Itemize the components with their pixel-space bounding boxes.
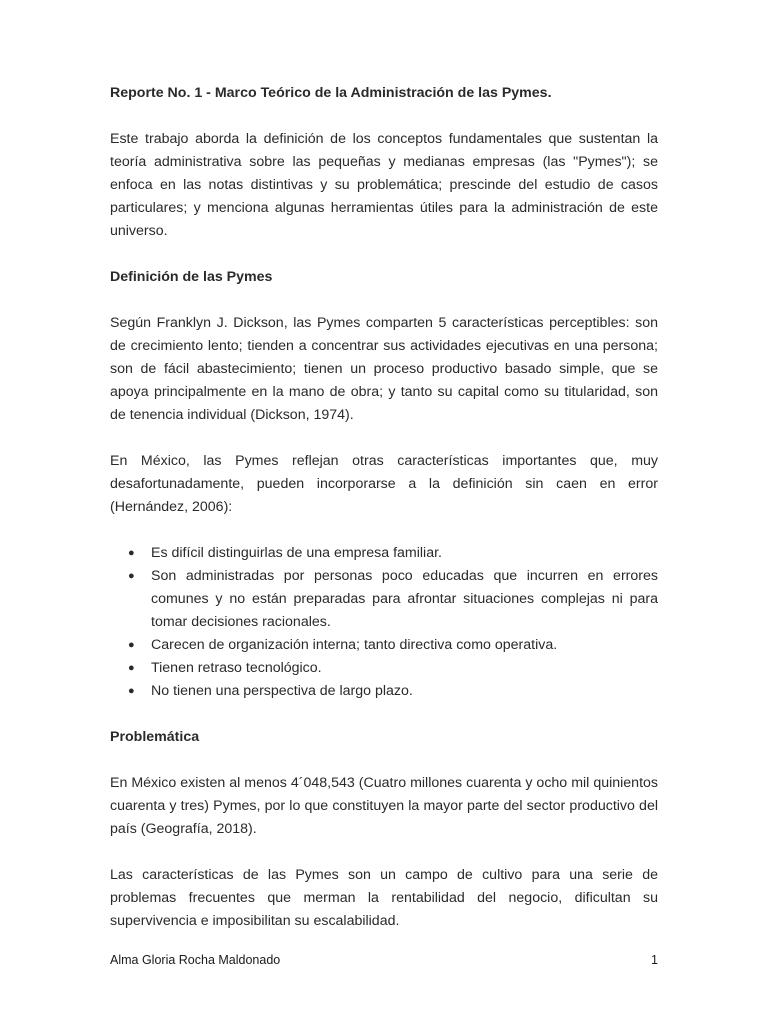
list-item: ● Carecen de organización interna; tanto directiva como operativa.	[110, 634, 658, 657]
bullet-icon: ●	[128, 570, 135, 582]
section-heading-problematica: Problemática	[110, 729, 200, 745]
paragraph-pymes-count: En México existen al menos 4´048,543 (Cuatro millones cuarenta y ocho mil quinientos cuarenta y tres) Pymes, por lo que constituyen la mayor parte del sector productivo del país (Geografía, 2018).	[110, 775, 658, 837]
footer-author: Alma Gloria Rocha Maldonado	[110, 953, 281, 967]
spacer	[110, 105, 658, 128]
spacer	[110, 427, 658, 450]
list-item: ● Tienen retraso tecnológico.	[110, 657, 658, 680]
spacer	[110, 289, 658, 312]
paragraph-problems: Las características de las Pymes son un campo de cultivo para una serie de problemas frecuentes que merman la rentabilidad del negocio, dificultan su supervivencia e imposibilitan su escalabilidad.	[110, 867, 658, 929]
spacer	[110, 243, 658, 266]
bullet-icon: ●	[128, 685, 135, 697]
list-item: ● Es difícil distinguirlas de una empresa familiar.	[110, 542, 658, 565]
page-number: 1	[651, 953, 658, 967]
spacer	[110, 519, 658, 542]
document-body	[110, 82, 658, 933]
document-title: Reporte No. 1 - Marco Teórico de la Administración de las Pymes.	[110, 85, 552, 101]
intro-paragraph: Este trabajo aborda la definición de los conceptos fundamentales que sustentan la teoría administrativa sobre las pequeñas y medianas empresas (las "Pymes"); se enfoca en las notas distintivas y su problemática; prescinde del estudio de casos particulares; y menciona algunas herramientas útiles para la administración de este universo.	[110, 131, 658, 239]
paragraph-dickson: Según Franklyn J. Dickson, las Pymes comparten 5 características perceptibles: son de crecimiento lento; tienden a concentrar sus actividades ejecutivas en una persona; son de fácil abastecimiento; tienen un proceso productivo basado simple, que se apoya principalmente en la mano de obra; y tanto su capital como su titularidad, son de tenencia individual (Dickson, 1974).	[110, 315, 658, 423]
spacer	[110, 749, 658, 772]
characteristics-list	[110, 542, 658, 703]
spacer	[110, 841, 658, 864]
bullet-icon: ●	[128, 547, 135, 559]
bullet-icon: ●	[128, 639, 135, 651]
list-item: ● No tienen una perspectiva de largo plazo.	[110, 680, 658, 703]
section-heading-definicion: Definición de las Pymes	[110, 269, 273, 285]
bullet-icon: ●	[128, 662, 135, 674]
page-footer	[110, 950, 658, 970]
paragraph-mexico: En México, las Pymes reflejan otras características importantes que, muy desafortunadamente, pueden incorporarse a la definición sin caen en error (Hernández, 2006):	[110, 453, 658, 515]
spacer	[110, 703, 658, 726]
list-item: ● Son administradas por personas poco educadas que incurren en errores comunes y no están preparadas para afrontar situaciones complejas ni para tomar decisiones racionales.	[110, 565, 658, 634]
